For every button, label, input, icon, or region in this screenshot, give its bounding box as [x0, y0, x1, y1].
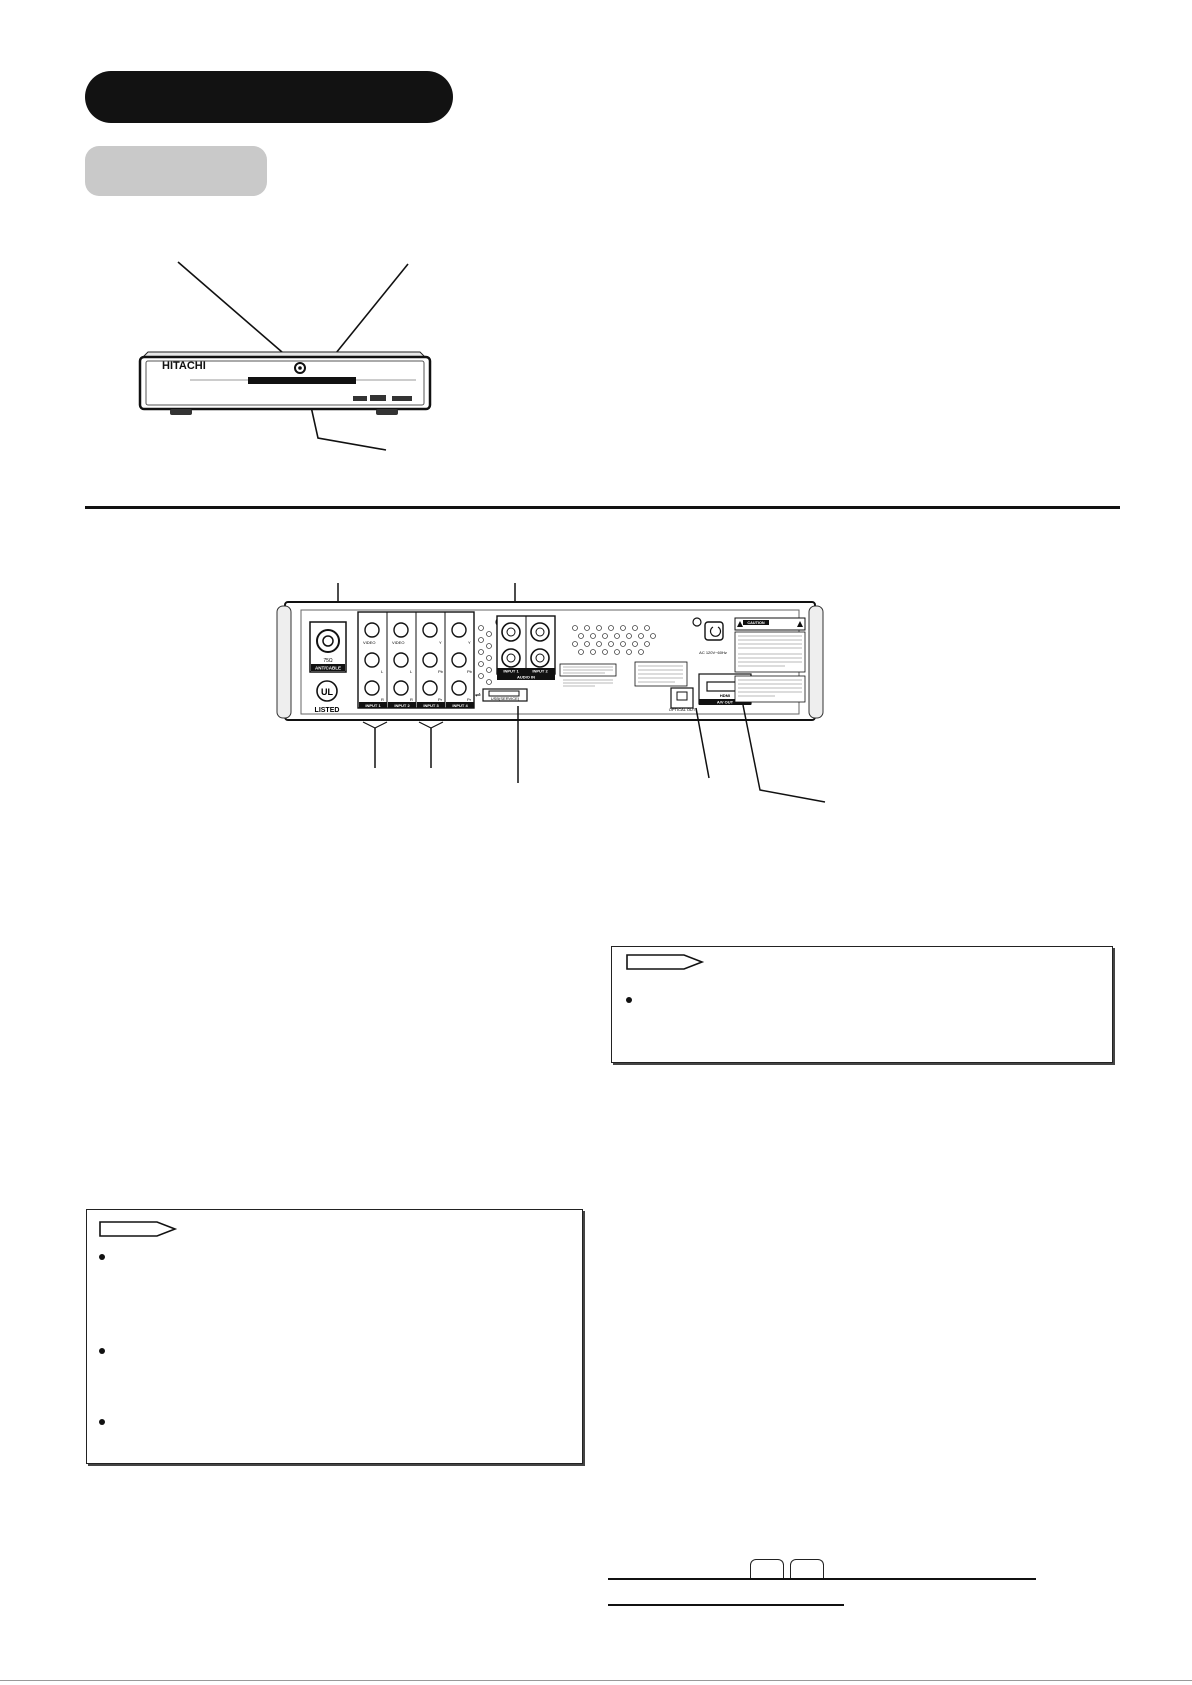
rear-panel-diagram: [275, 578, 835, 818]
note-bullet: [99, 1254, 105, 1260]
left-foot: [170, 409, 192, 415]
svg-text:VIDEO: VIDEO: [363, 640, 376, 645]
footer-underline: [608, 1604, 844, 1606]
callout-line-power-button: [178, 262, 297, 365]
svg-text:ANT/CABLE: ANT/CABLE: [315, 665, 341, 671]
audio-in-label: AUDIO IN: [517, 674, 535, 680]
svg-text:HDMI: HDMI: [719, 693, 731, 698]
svg-text:LISTED: LISTED: [314, 707, 340, 714]
page-mark-right: [790, 1559, 824, 1578]
svg-text:VIDEO: VIDEO: [392, 640, 405, 645]
svg-text:A/V OUT: A/V OUT: [716, 699, 734, 705]
svg-text:L: L: [410, 669, 413, 674]
svg-text:USB(SERVICE): USB(SERVICE): [490, 696, 520, 701]
brand-logo: HITACHI: [162, 360, 206, 372]
svg-text:R: R: [381, 697, 384, 702]
right-foot: [376, 409, 398, 415]
note-box-right: [611, 946, 1113, 1063]
input-4-label: INPUT 4: [452, 703, 468, 708]
page-mark-left: [750, 1559, 784, 1578]
svg-text:AC 120V~60Hz: AC 120V~60Hz: [699, 650, 727, 655]
svg-text:L: L: [381, 669, 384, 674]
svg-text:Pr: Pr: [438, 697, 442, 702]
section-divider: [85, 506, 1120, 509]
subsection-title-pill: [85, 146, 267, 196]
note-tag-icon: [626, 953, 706, 971]
svg-text:Pb: Pb: [438, 669, 443, 674]
svg-text:Pb: Pb: [467, 669, 472, 674]
svg-text:OPTICAL OUT: OPTICAL OUT: [668, 707, 696, 712]
callout-line-top-panel: [336, 264, 408, 353]
svg-text:CAUTION: CAUTION: [747, 621, 765, 625]
page-edge: [0, 1680, 1192, 1681]
input-3-label: INPUT 3: [423, 703, 439, 708]
svg-text:R: R: [410, 697, 413, 702]
svg-text:Y: Y: [439, 640, 442, 645]
svg-text:75Ω: 75Ω: [323, 658, 333, 664]
note-bullet: [626, 997, 632, 1003]
svg-text:UL: UL: [321, 687, 333, 697]
svg-text:INPUT 1: INPUT 1: [503, 668, 519, 674]
display-slot: [248, 377, 356, 384]
note-bullet: [99, 1419, 105, 1425]
note-bullet: [99, 1348, 105, 1354]
note-box-left: [86, 1209, 583, 1464]
front-panel-diagram: [130, 255, 460, 465]
input-1-label: INPUT 1: [365, 703, 381, 708]
section-title-pill: [85, 71, 453, 123]
svg-text:Pr: Pr: [467, 697, 471, 702]
svg-text:Y: Y: [468, 640, 471, 645]
input-2-label: INPUT 2: [394, 703, 410, 708]
svg-text:INPUT 2: INPUT 2: [532, 668, 548, 674]
svg-text:⇌: ⇌: [475, 692, 481, 699]
footer-line: [608, 1578, 1036, 1580]
note-tag-icon: [99, 1220, 179, 1238]
